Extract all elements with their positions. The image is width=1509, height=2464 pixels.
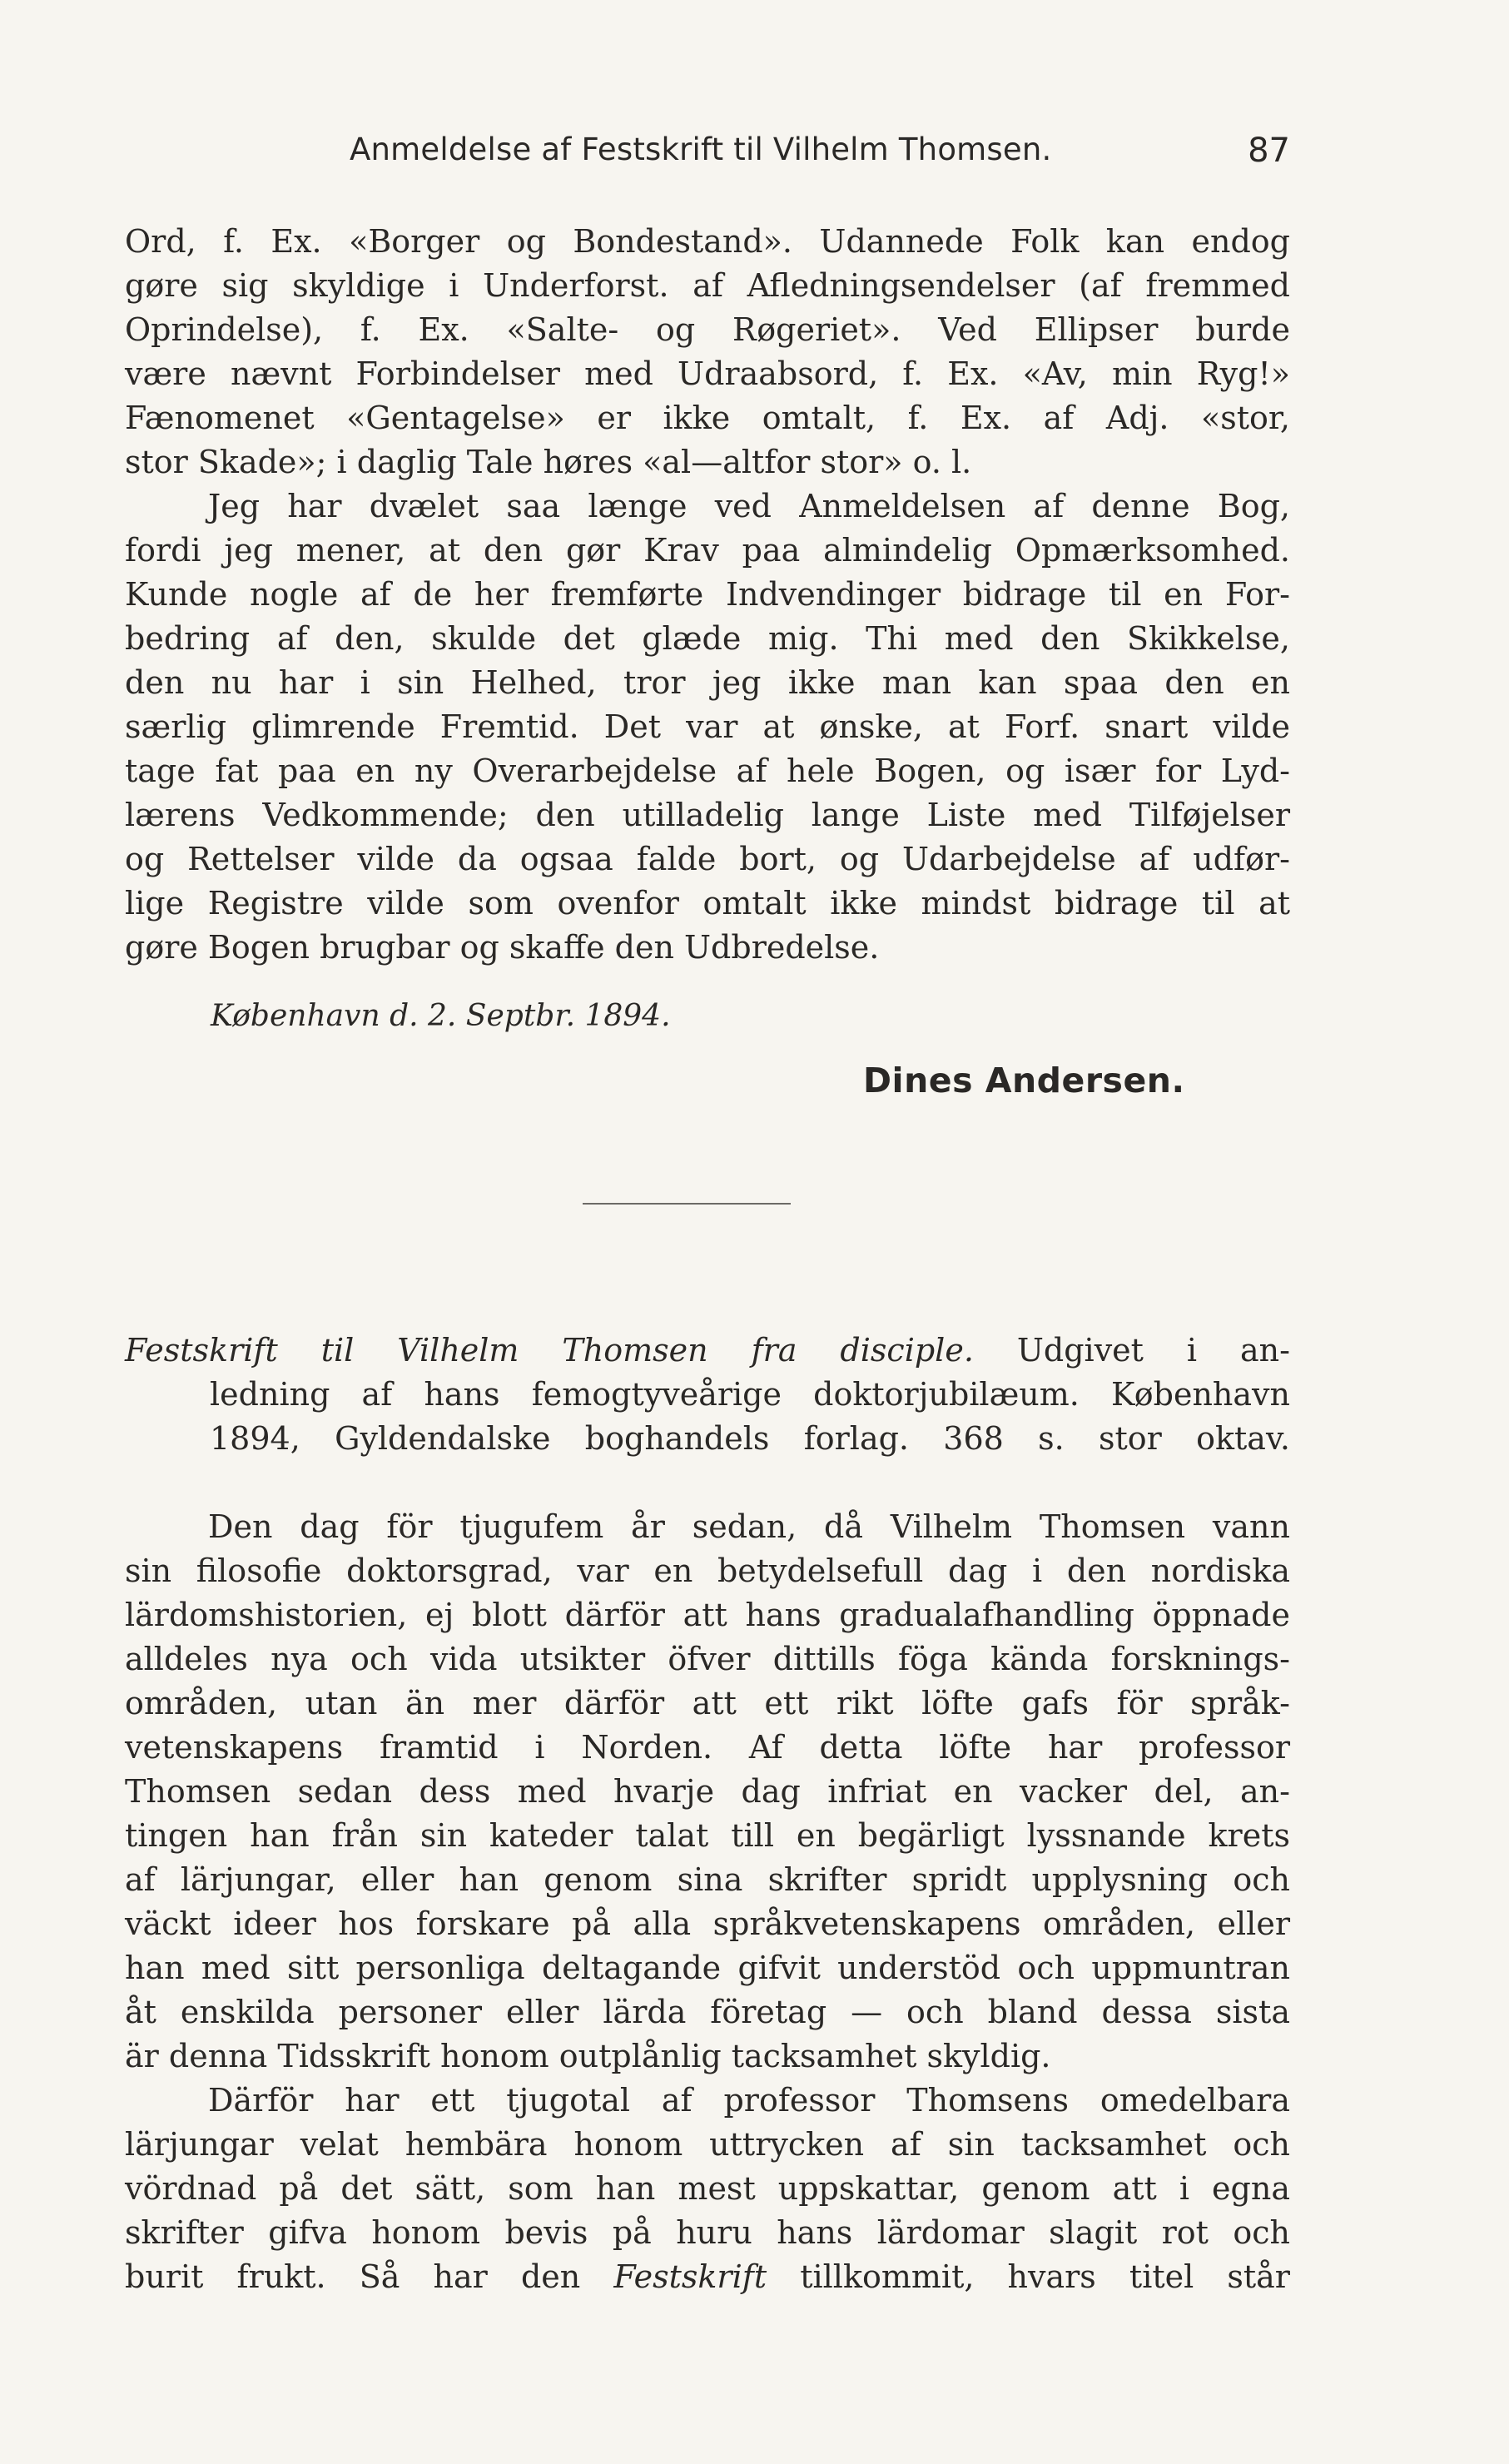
text-line: Kunde nogle af de her fremførte Indvendinger bidrage til en For- (125, 576, 1290, 613)
festskrift-word: Festskrift (613, 2258, 767, 2295)
text-line: väckt ideer hos forskare på alla språkvetenskapens områden, eller (125, 1905, 1290, 1942)
text-line: 1894, Gyldendalske boghandels forlag. 368 s. stor oktav. (210, 1420, 1290, 1457)
text-line: Jeg har dvælet saa længe ved Anmeldelsen af denne Bog, (208, 488, 1290, 524)
text-line: lærens Vedkommende; den utilladelig lange Liste med Tilføjelser (125, 797, 1290, 833)
text-line: lige Registre vilde som ovenfor omtalt ikke mindst bidrage til at (125, 885, 1290, 922)
text-line: sin filosofie doktorsgrad, var en betydelsefull dag i den nordiska (125, 1552, 1290, 1589)
text-line: bedring af den, skulde det glæde mig. Thi med den Skikkelse, (125, 620, 1290, 657)
text-line: Därför har ett tjugotal af professor Thomsens omedelbara (208, 2082, 1290, 2119)
text-line: lärjungar velat hembära honom uttrycken af sin tacksamhet och (125, 2126, 1290, 2163)
text-line: vetenskapens framtid i Norden. Af detta löfte har professor (125, 1729, 1290, 1766)
text-line: områden, utan än mer därför att ett rikt löfte gafs för språk- (125, 1685, 1290, 1721)
text-line: tingen han från sin kateder talat till en begärligt lyssnande krets (125, 1817, 1290, 1854)
review-body-text (125, 1505, 1290, 2299)
section-divider (583, 1203, 791, 1205)
text-line: den nu har i sin Helhed, tror jeg ikke man kan spaa den en (125, 664, 1290, 701)
book-title: Festskrift til Vilhelm Thomsen fra disciple. (125, 1332, 974, 1369)
review-conclusion-text (125, 220, 1290, 970)
text-line: han med sitt personliga deltagande gifvit understöd och uppmuntran (125, 1950, 1290, 1986)
text-line: være nævnt Forbindelser med Udraabsord, f. Ex. «Av, min Ryg!» (125, 355, 1290, 392)
page-number: 87 (1248, 132, 1290, 170)
text-line: Ord, f. Ex. «Borger og Bondestand». Udannede Folk kan endog (125, 223, 1290, 260)
page-header (125, 132, 1290, 173)
text-line: ledning af hans femogtyveårige doktorjubilæum. København (210, 1376, 1290, 1413)
text-line: Fænomenet «Gentagelse» er ikke omtalt, f. Ex. af Adj. «stor, (125, 400, 1290, 436)
text-line: gøre Bogen brugbar og skaffe den Udbredelse. (125, 929, 880, 966)
text-line: Den dag för tjugufem år sedan, då Vilhelm Thomsen vann (208, 1508, 1290, 1545)
text-line: fordi jeg mener, at den gør Krav paa almindelig Opmærksomhed. (125, 532, 1290, 569)
text-line: tage fat paa en ny Overarbejdelse af hele Bogen, og især for Lyd- (125, 753, 1290, 789)
text-line (125, 2255, 1290, 2299)
text-fragment: tillkommit, hvars titel står (800, 2258, 1290, 2295)
text-line: særlig glimrende Fremtid. Det var at ønske, at Forf. snart vilde (125, 708, 1290, 745)
signature-place-date: København d. 2. Septbr. 1894. (211, 999, 671, 1033)
text-line: lärdomshistorien, ej blott därför att hans gradualafhandling öppnade (125, 1597, 1290, 1633)
text-line: Oprindelse), f. Ex. «Salte- og Røgeriet». Ved Ellipser burde (125, 311, 1290, 348)
text-line: vördnad på det sätt, som han mest uppskattar, genom att i egna (125, 2170, 1290, 2207)
text-line: stor Skade»; i daglig Tale høres «al—altfor stor» o. l. (125, 444, 972, 480)
text-fragment: burit frukt. (125, 2258, 326, 2295)
text-line: skrifter gifva honom bevis på huru hans lärdomar slagit rot och (125, 2214, 1290, 2251)
text-line: og Rettelser vilde da ogsaa falde bort, og Udarbejdelse af udfør- (125, 841, 1290, 877)
text-line: alldeles nya och vida utsikter öfver dittills föga kända forsknings- (125, 1641, 1290, 1677)
text-line: gøre sig skyldige i Underforst. af Afledningsendelser (af fremmed (125, 267, 1290, 304)
text-line: Thomsen sedan dess med hvarje dag infriat en vacker del, an- (125, 1773, 1290, 1810)
text-fragment: Så har den (359, 2258, 581, 2295)
signature-name: Dines Andersen. (863, 1061, 1185, 1100)
text-line: af lärjungar, eller han genom sina skrifter spridt upplysning och (125, 1861, 1290, 1898)
text-line: åt enskilda personer eller lärda företag — och bland dessa sista (125, 1994, 1290, 2030)
review-citation (125, 1329, 1290, 1461)
running-head: Anmeldelse af Festskrift til Vilhelm Thomsen. (350, 132, 1052, 167)
text-line (125, 1329, 1290, 1373)
text-line: är denna Tidsskrift honom outplånlig tacksamhet skyldig. (125, 2038, 1051, 2074)
title-rest: Udgivet i an- (1016, 1332, 1290, 1369)
